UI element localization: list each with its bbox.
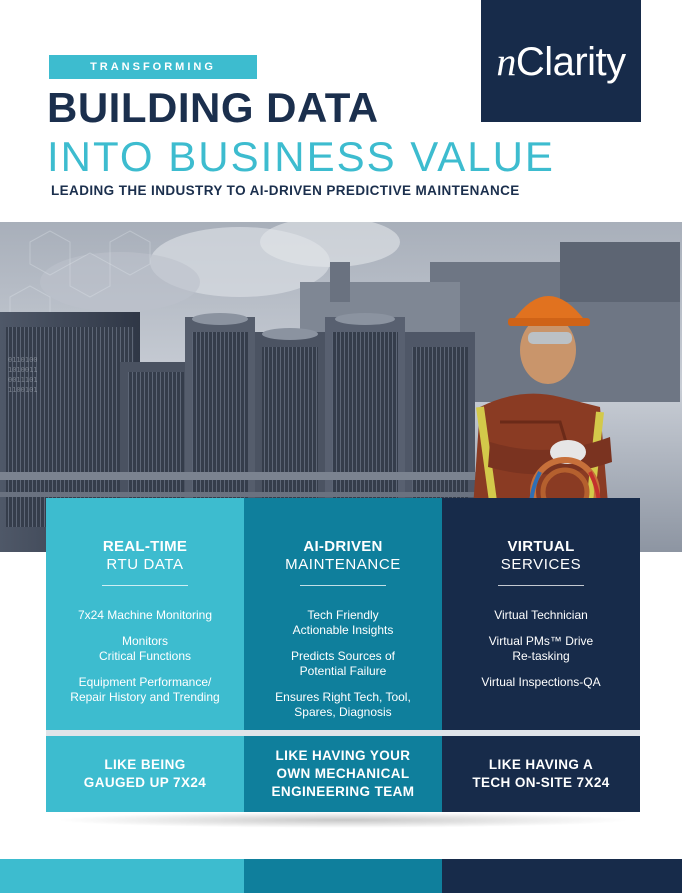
panel-item: 7x24 Machine Monitoring bbox=[77, 608, 213, 622]
svg-text:0110100: 0110100 bbox=[8, 356, 38, 364]
panel-divider bbox=[300, 585, 386, 586]
nclarity-logo bbox=[481, 0, 641, 122]
panel-divider bbox=[498, 585, 584, 586]
bottom-bar-cyan bbox=[0, 859, 244, 893]
panel-subtitle: MAINTENANCE bbox=[285, 556, 401, 573]
panel-real-time-rtu-data bbox=[46, 498, 244, 730]
panel-virtual-services bbox=[442, 498, 640, 730]
panel-subtitle: SERVICES bbox=[500, 556, 582, 573]
svg-text:0011101: 0011101 bbox=[8, 376, 38, 384]
panel-subtitle: RTU DATA bbox=[106, 556, 184, 573]
logo-wordmark: nClarity bbox=[496, 38, 626, 84]
panel-footer-real-time: LIKE BEING GAUGED UP 7X24 bbox=[46, 736, 244, 812]
kicker-label: TRANSFORMING bbox=[49, 55, 257, 79]
panel-item: Predicts Sources of Potential Failure bbox=[290, 649, 396, 678]
headline-line-2: INTO BUSINESS VALUE bbox=[47, 133, 555, 180]
panel-item: Ensures Right Tech, Tool, Spares, Diagnosis bbox=[275, 690, 411, 719]
panel-item: Virtual Technician bbox=[494, 608, 588, 622]
panel-item: Virtual PMs™ Drive Re-tasking bbox=[488, 634, 594, 663]
panel-item: Virtual Inspections-QA bbox=[481, 675, 601, 689]
panel-divider bbox=[102, 585, 188, 586]
bottom-bar-navy bbox=[442, 859, 682, 893]
panel-title: REAL-TIME bbox=[102, 538, 188, 555]
panel-footer-ai-driven: LIKE HAVING YOUR OWN MECHANICAL ENGINEERING TEAM bbox=[244, 736, 442, 812]
svg-text:1100101: 1100101 bbox=[8, 386, 38, 394]
panel-title: AI-DRIVEN bbox=[303, 538, 383, 555]
panel-footer-virtual: LIKE HAVING A TECH ON-SITE 7X24 bbox=[442, 736, 640, 812]
panel-item: Equipment Performance/ Repair History and Trending bbox=[70, 675, 220, 704]
svg-text:1010011: 1010011 bbox=[8, 366, 38, 374]
panel-item: Monitors Critical Functions bbox=[98, 634, 192, 663]
panel-drop-shadow bbox=[54, 812, 632, 828]
headline-line-1: BUILDING DATA bbox=[47, 84, 379, 131]
panel-ai-driven-maintenance bbox=[244, 498, 442, 730]
panel-item: Tech Friendly Actionable Insights bbox=[292, 608, 394, 637]
bottom-bar-teal bbox=[244, 859, 442, 893]
panel-title: VIRTUAL bbox=[507, 538, 575, 555]
subheadline: LEADING THE INDUSTRY TO AI-DRIVEN PREDICTIVE MAINTENANCE bbox=[51, 183, 520, 198]
